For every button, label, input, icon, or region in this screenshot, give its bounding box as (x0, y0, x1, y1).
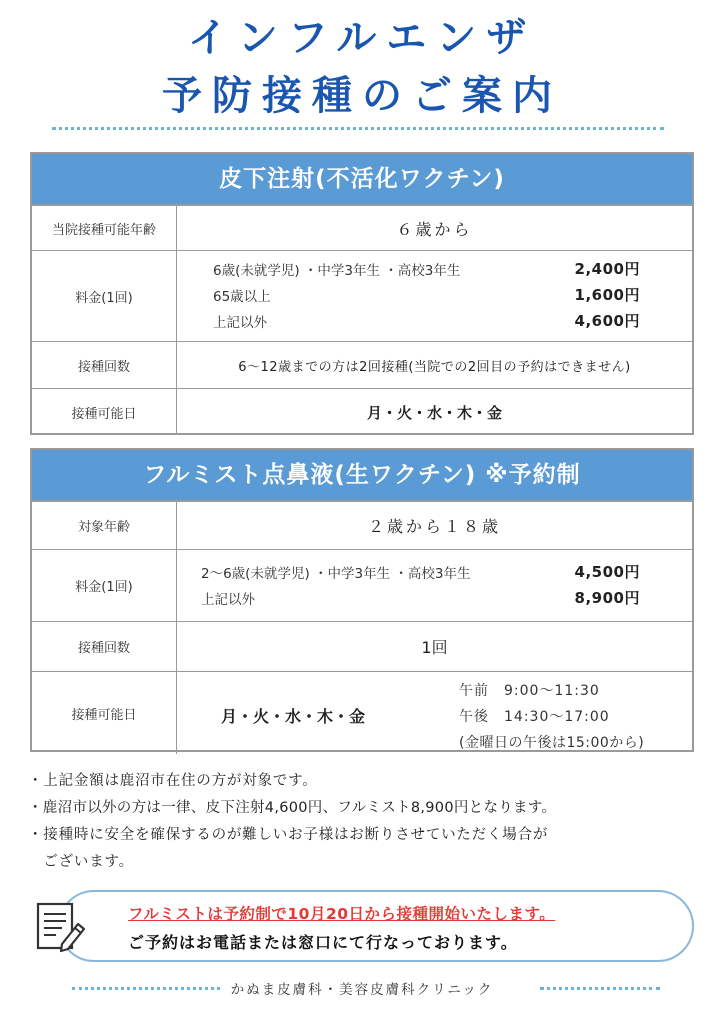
flumist-days-row (32, 672, 692, 754)
fee-price: 8,900円 (574, 589, 640, 607)
flumist-count-label: 接種回数 (32, 622, 177, 671)
fee-price: 4,500円 (574, 563, 640, 581)
fee-desc: 上記以外 (201, 592, 255, 608)
days-value: 月・火・水・木・金 (366, 403, 502, 422)
fee-row (32, 251, 692, 342)
time-pm: 午後 14:30〜17:00 (459, 709, 610, 725)
target-age-value: ２歳から１８歳 (367, 517, 501, 536)
note-item: ・鹿沼市以外の方は一律、皮下注射4,600円、フルミスト8,900円となります。 (28, 800, 557, 816)
note-item: ・上記金額は鹿沼市在住の方が対象です。 (28, 773, 318, 789)
flumist-days-values (177, 672, 692, 754)
notice-booking-method: ご予約はお電話または窓口にて行なっております。 (128, 933, 518, 952)
flumist-header: フルミスト点鼻液(生ワクチン) ※予約制 (32, 450, 692, 502)
age-label: 当院接種可能年齢 (32, 206, 177, 250)
fee-desc: 上記以外 (213, 315, 267, 331)
note-item: ございます。 (28, 854, 134, 870)
count-row (32, 342, 692, 389)
count-label: 接種回数 (32, 342, 177, 388)
flumist-count-row (32, 622, 692, 672)
subcutaneous-header: 皮下注射(不活化ワクチン) (32, 154, 692, 206)
flumist-section (30, 448, 694, 752)
flumist-fee-row (32, 550, 692, 622)
flumist-fee-label: 料金(1回) (32, 550, 177, 621)
fee-desc: 6歳(未就学児) ・中学3年生 ・高校3年生 (213, 263, 461, 279)
time-friday-note: (金曜日の午後は15:00から) (459, 735, 645, 751)
document-pencil-icon (32, 900, 88, 956)
fee-values (177, 251, 692, 341)
flumist-count-value: 1回 (421, 638, 448, 657)
age-row (32, 206, 692, 251)
fee-desc: 2〜6歳(未就学児) ・中学3年生 ・高校3年生 (201, 566, 471, 582)
fee-price: 2,400円 (574, 260, 640, 278)
age-value: ６歳から (396, 219, 473, 239)
count-value: 6〜12歳までの方は2回接種(当院での2回目の予約はできません) (238, 359, 631, 375)
fee-desc: 65歳以上 (213, 289, 271, 305)
flumist-days-value: 月・火・水・木・金 (221, 707, 366, 726)
days-row (32, 389, 692, 435)
days-label: 接種可能日 (32, 389, 177, 435)
flumist-fee-values (177, 550, 692, 621)
title-divider (52, 127, 664, 130)
fee-label: 料金(1回) (32, 251, 177, 341)
fee-price: 1,600円 (574, 286, 640, 304)
flumist-days-label: 接種可能日 (32, 672, 177, 754)
note-item: ・接種時に安全を確保するのが難しいお子様はお断りさせていただく場合が (28, 827, 549, 843)
subcutaneous-section (30, 152, 694, 435)
time-am: 午前 9:00〜11:30 (459, 683, 600, 699)
notes-list (28, 768, 556, 876)
target-age-row (32, 502, 692, 550)
fee-price: 4,600円 (574, 312, 640, 330)
notice-reservation-start: フルミストは予約制で10月20日から接種開始いたします。 (128, 905, 556, 923)
clinic-name-footer: かぬま皮膚科・美容皮膚科クリニック (230, 982, 494, 998)
page-title-line1: インフルエンザ (187, 15, 537, 61)
page-title-line2: 予防接種のご案内 (162, 73, 562, 119)
target-age-label: 対象年齢 (32, 502, 177, 549)
